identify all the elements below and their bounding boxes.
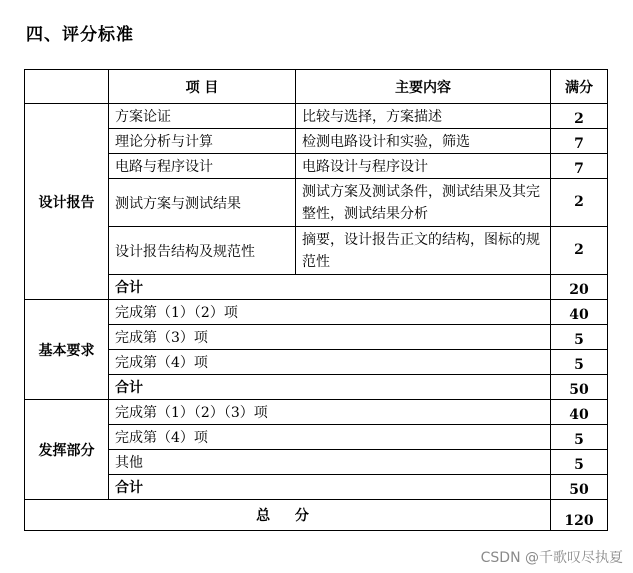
table-row <box>25 450 608 475</box>
table-row <box>25 129 608 154</box>
item-cell: 完成第（4）项 <box>109 425 551 450</box>
grand-total-label: 总 分 <box>25 500 551 531</box>
table-row <box>25 104 608 129</box>
grand-total-score: 120 <box>551 500 608 531</box>
score-cell: 2 <box>551 227 608 275</box>
score-cell: 40 <box>551 300 608 325</box>
table-row <box>25 154 608 179</box>
score-cell: 7 <box>551 154 608 179</box>
item-cell: 完成第（1）（2）项 <box>109 300 551 325</box>
item-cell: 理论分析与计算 <box>109 129 296 154</box>
score-cell: 2 <box>551 104 608 129</box>
header-item: 项 目 <box>109 70 296 104</box>
table-row <box>25 350 608 375</box>
table-row <box>25 425 608 450</box>
subtotal-score: 50 <box>551 475 608 500</box>
item-cell: 测试方案与测试结果 <box>109 179 296 227</box>
content-cell: 电路设计与程序设计 <box>296 154 551 179</box>
item-cell: 完成第（3）项 <box>109 325 551 350</box>
item-cell: 电路与程序设计 <box>109 154 296 179</box>
subtotal-label: 合计 <box>109 375 551 400</box>
header-content: 主要内容 <box>296 70 551 104</box>
header-full-score: 满分 <box>551 70 608 104</box>
watermark: CSDN @千歌叹尽执夏 <box>480 550 623 566</box>
section-title: 四、评分标准 <box>26 25 134 45</box>
subtotal-score: 50 <box>551 375 608 400</box>
table-row <box>25 400 608 425</box>
header-empty <box>25 70 109 104</box>
content-cell: 摘要，设计报告正文的结构，图标的规范性 <box>296 227 551 275</box>
subtotal-label: 合计 <box>109 275 551 300</box>
item-cell: 完成第（1）（2）（3）项 <box>109 400 551 425</box>
subtotal-row <box>25 375 608 400</box>
item-cell: 设计报告结构及规范性 <box>109 227 296 275</box>
content-cell: 比较与选择，方案描述 <box>296 104 551 129</box>
score-cell: 5 <box>551 325 608 350</box>
score-cell: 5 <box>551 450 608 475</box>
score-cell: 40 <box>551 400 608 425</box>
subtotal-row <box>25 475 608 500</box>
item-cell: 完成第（4）项 <box>109 350 551 375</box>
category-extended: 发挥部分 <box>25 400 109 500</box>
score-cell: 7 <box>551 129 608 154</box>
score-cell: 2 <box>551 179 608 227</box>
subtotal-score: 20 <box>551 275 608 300</box>
category-design-report: 设计报告 <box>25 104 109 300</box>
table-row <box>25 227 608 275</box>
subtotal-row <box>25 275 608 300</box>
score-cell: 5 <box>551 350 608 375</box>
header-row <box>25 70 608 104</box>
grand-total-row <box>25 500 608 531</box>
content-cell: 测试方案及测试条件，测试结果及其完整性，测试结果分析 <box>296 179 551 227</box>
subtotal-label: 合计 <box>109 475 551 500</box>
item-cell: 其他 <box>109 450 551 475</box>
scoring-table <box>24 69 608 531</box>
score-cell: 5 <box>551 425 608 450</box>
table-row <box>25 179 608 227</box>
content-cell: 检测电路设计和实验，筛选 <box>296 129 551 154</box>
category-basic: 基本要求 <box>25 300 109 400</box>
item-cell: 方案论证 <box>109 104 296 129</box>
table-row <box>25 325 608 350</box>
table-row <box>25 300 608 325</box>
